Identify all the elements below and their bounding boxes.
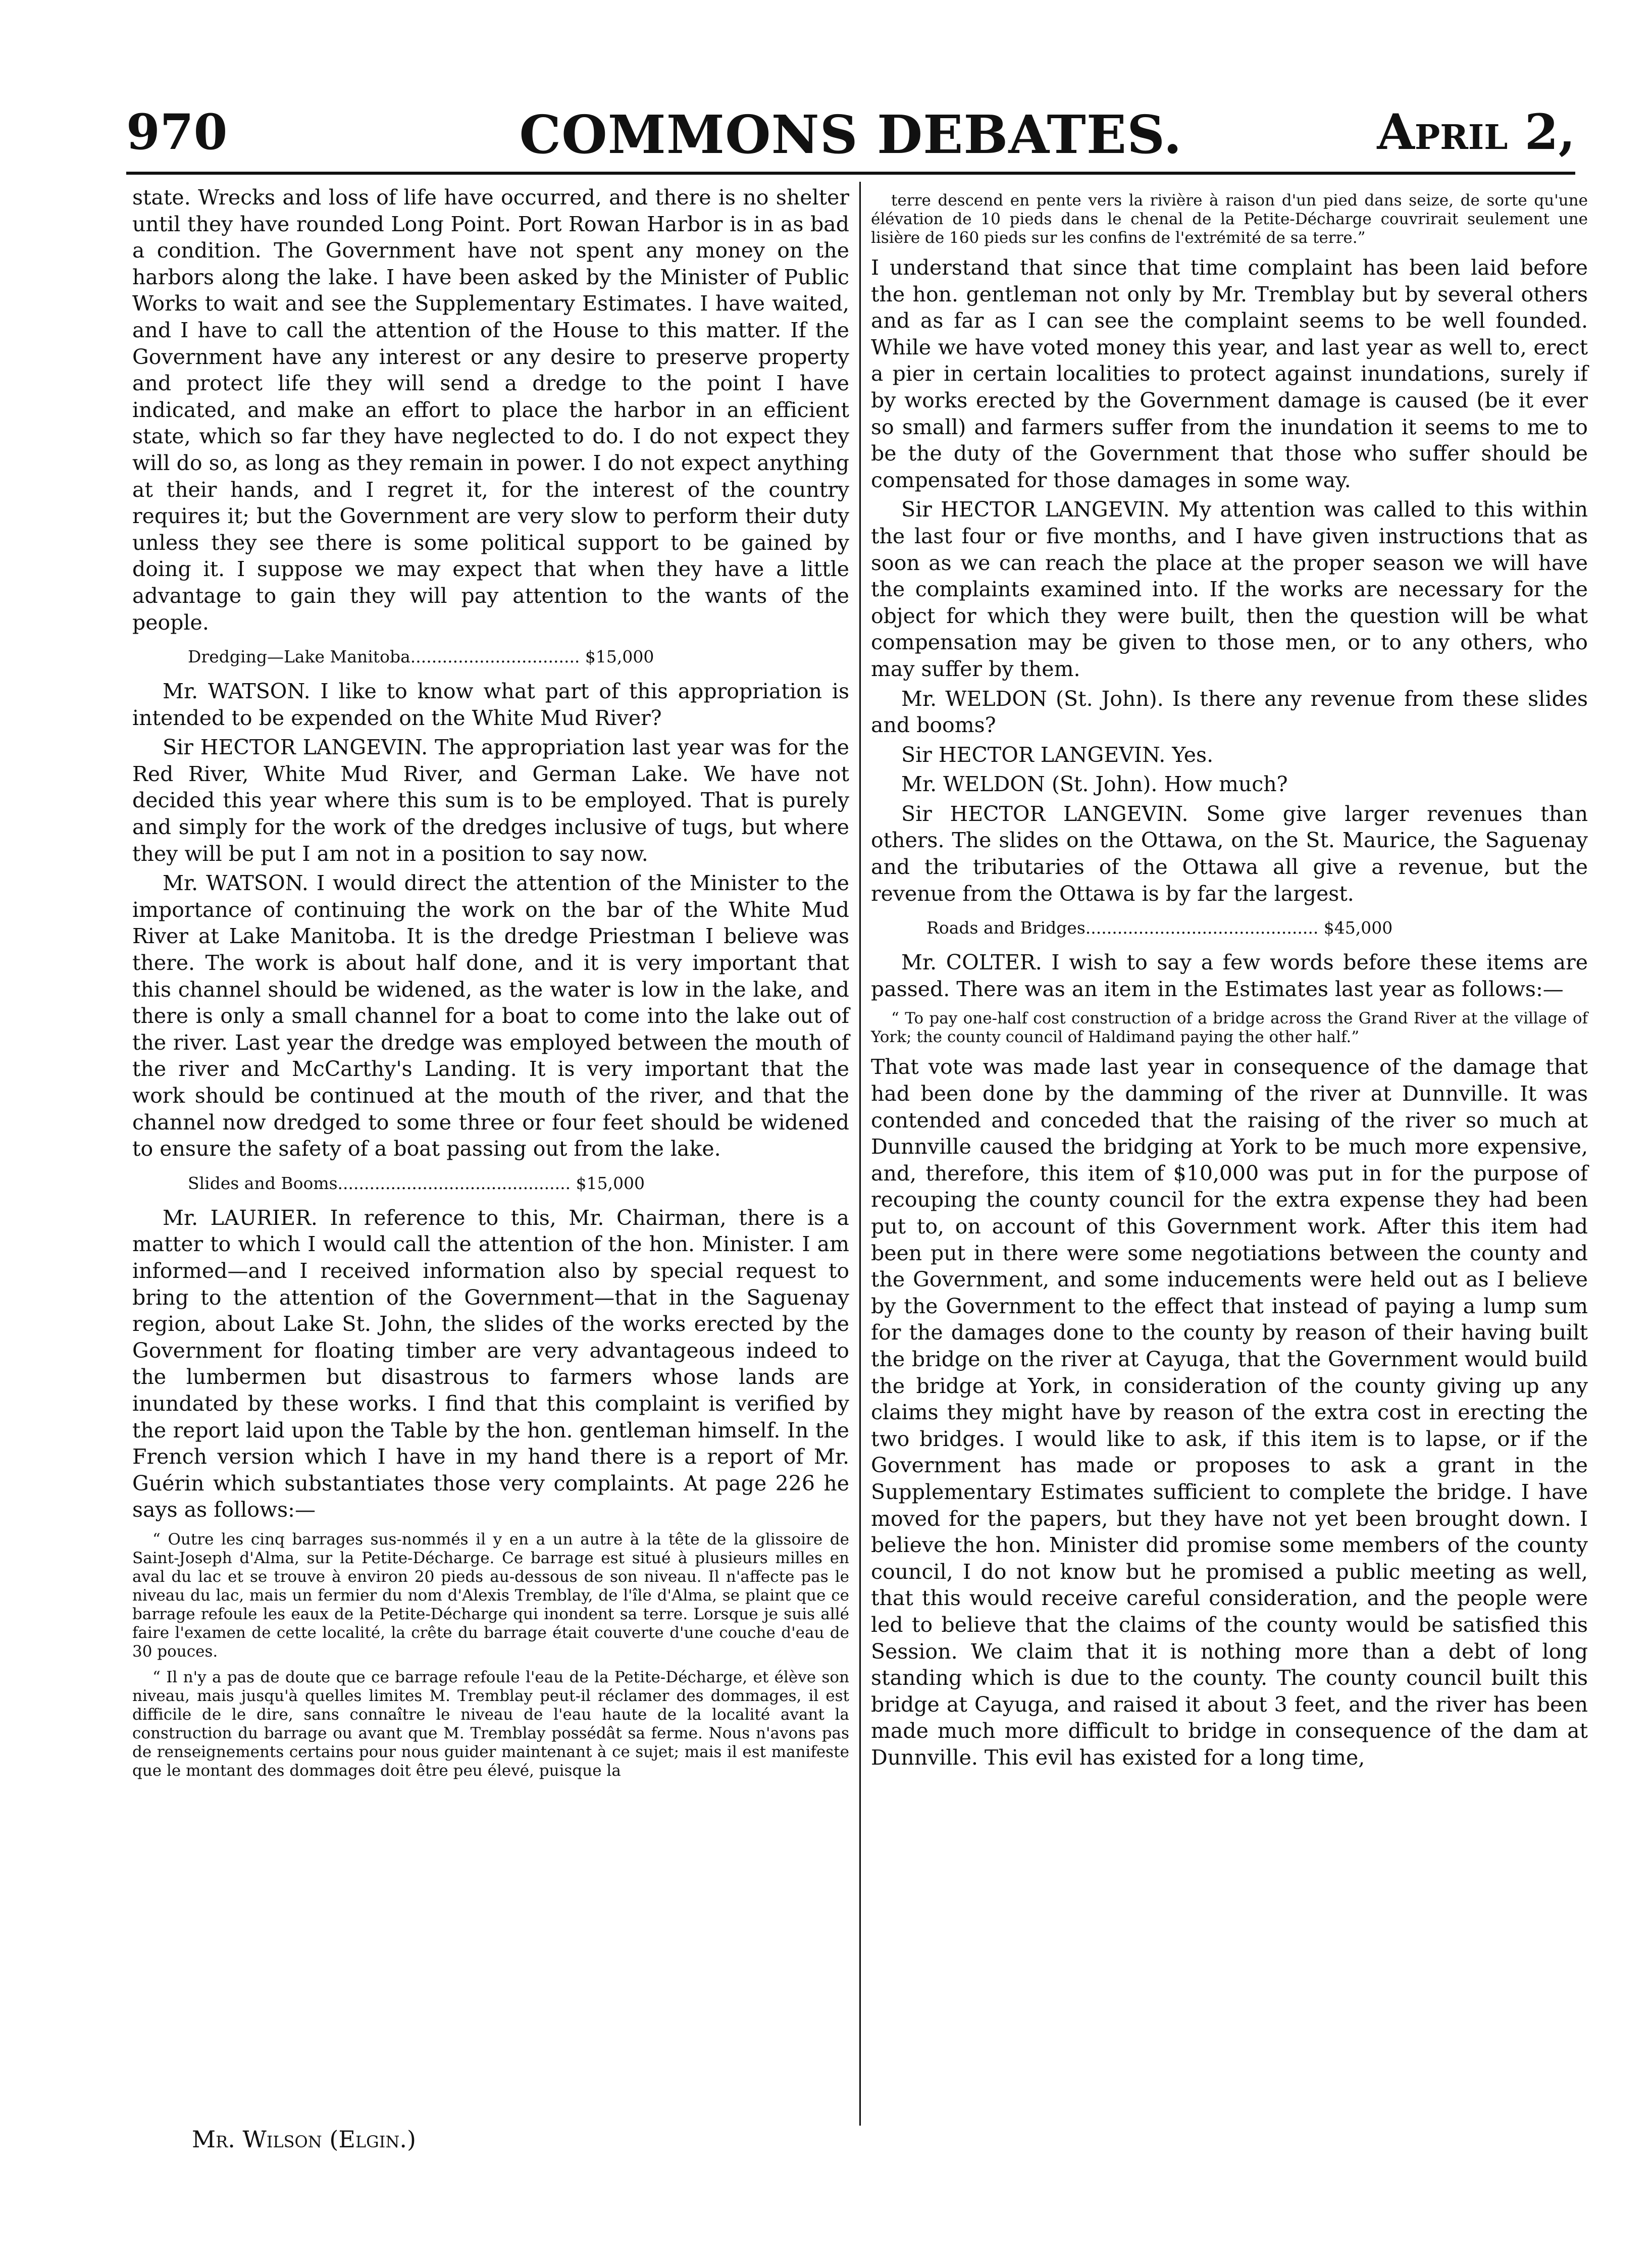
estimate-quotation: “ To pay one-half cost construction of a bridge across the Grand River at the village of York; the county council of Haldimand paying the other half.”: [871, 1009, 1588, 1047]
estimate-item: Roads and Bridges............................................ $45,000: [926, 918, 1393, 938]
paragraph: I understand that since that time complaint has been laid before the hon. gentleman not only by Mr. Tremblay but by several others and as far as I can see the complaint seems to be well founded. While we have voted money this year, and last year as well to, erect a pier in certain localities to protect against inundations, surely if by works erected by the Government damage is caused (be it ever so small) and farmers suffer from the inundation it seems to me to be the duty of the Government that those who suffer should be compensated for those damages in some way.: [871, 255, 1588, 492]
page-number: 970: [126, 104, 228, 161]
french-quotation: “ Outre les cinq barrages sus-nommés il y en a un autre à la tête de la glissoire de Saint-Joseph d'Alma, sur la Petite-Décharge. Ce barrage est situé à plusieurs milles en aval du lac et se trouve à environ 20 pieds au-dessous de son niveau. Il n'affecte pas le niveau du lac, mais un fermier du nom d'Alexis Tremblay, de l'île d'Alma, se plaint que ce barrage refoule les eaux de la Petite-Décharge qui inondent sa terre. Lorsque je suis allé faire l'examen de cette localité, la crête du barrage était couverte d'une couche d'eau de 30 pouces.: [132, 1530, 849, 1661]
page-date: April 2,: [1377, 104, 1575, 161]
header-rule: [126, 172, 1575, 175]
footer-speaker: Mr. Wilson (Elgin.): [192, 2126, 416, 2153]
right-column: [871, 184, 1588, 1774]
speech-paragraph: Sir HECTOR LANGEVIN. The appropriation last year was for the Red River, White Mud River, and German Lake. We have not decided this year where this sum is to be employed. That is purely and simply for the work of the dredges inclusive of tugs, but where they will be put I am not in a position to say now.: [132, 735, 849, 866]
left-column: [132, 184, 849, 1787]
speech-paragraph: Mr. WATSON. I like to know what part of this appropriation is intended to be expended on the White Mud River?: [132, 679, 849, 730]
paragraph: state. Wrecks and loss of life have occurred, and there is no shelter until they have rounded Long Point. Port Rowan Harbor is in as bad a condition. The Government have not spent any money on the harbors along the lake. I have been asked by the Minister of Public Works to wait and see the Supplementary Estimates. I have waited, and I have to call the attention of the House to this matter. If the Government have any interest or any desire to preserve property and protect life they will send a dredge to the point I have indicated, and make an effort to place the harbor in an efficient state, which so far they have neglected to do. I do not expect they will do so, as long as they remain in power. I do not expect anything at their hands, and I regret it, for the interest of the country requires it; but the Government are very slow to perform their duty unless they see there is some political support to be gained by doing it. I suppose we may expect that when they have a little advantage to gain they will pay attention to the wants of the people.: [132, 185, 849, 635]
french-quotation-continued: terre descend en pente vers la rivière à raison d'un pied dans seize, de sorte qu'une élévation de 10 pieds dans le chenal de la Petite-Décharge couvrirait seulement une lisière de 160 pieds sur les confins de l'extrémité de sa terre.”: [871, 191, 1588, 247]
column-divider: [859, 182, 861, 2126]
french-quotation: “ Il n'y a pas de doute que ce barrage refoule l'eau de la Petite-Décharge, et élève son niveau, mais jusqu'à quelles limites M. Tremblay peut-il réclamer des dommages, il est difficile de le dire, sans connaître le niveau de l'eau haute de la localité avant la construction du barrage ou avant que M. Tremblay possédât sa ferme. Nous n'avons pas de renseignements certains pour nous guider maintenant à ce sujet; mais il est manifeste que le montant des dommages doit être peu élevé, puisque la: [132, 1668, 849, 1780]
speech-paragraph: Sir HECTOR LANGEVIN. Some give larger revenues than others. The slides on the Ottawa, on the St. Maurice, the Saguenay and the tributaries of the Ottawa all give a revenue, but the revenue from the Ottawa is by far the largest.: [871, 801, 1588, 906]
speech-paragraph: Sir HECTOR LANGEVIN. My attention was called to this within the last four or five months, and I have given instructions that as soon as we can reach the place at the proper season we will have the complaints examined into. If the works are necessary for the object for which they were built, then the question will be what compensation may be given to those men, or to any others, who may suffer by them.: [871, 497, 1588, 681]
estimate-item: Slides and Booms............................................ $15,000: [188, 1173, 645, 1193]
page-header: [126, 104, 1575, 164]
speech-paragraph: Mr. WELDON (St. John). Is there any revenue from these slides and booms?: [871, 686, 1588, 738]
speech-paragraph: Sir HECTOR LANGEVIN. Yes.: [901, 742, 1214, 767]
paragraph: That vote was made last year in consequence of the damage that had been done by the damming of the river at Dunnville. It was contended and conceded that the raising of the river so much at Dunnville caused the bridging at York to be much more expensive, and, therefore, this item of $10,000 was put in for the purpose of recouping the county council for the extra expense they had been put to, on account of this Government work. After this item had been put in there were some negotiations between the county and the Government, and some inducements were held out as I believe by the Government to the effect that instead of paying a lump sum for the damages done to the county by reason of their having built the bridge on the river at Cayuga, that the Government would build the bridge at York, in consideration of the county giving up any claims they might have by reason of the extra cost in erecting the two bridges. I would like to ask, if this item is to lapse, or if the Government has made or proposes to ask a grant in the Supplementary Estimates sufficient to complete the bridge. I have moved for the papers, but they have not yet been brought down. I believe the hon. Minister did promise some members of the county council, I do not know but he promised a public meeting as well, that this would receive careful consideration, and the people were led to believe that the claims of the county would be satisfied this Session. We claim that it is nothing more than a debt of long standing which is due to the county. The county council built this bridge at Cayuga, and raised it about 3 feet, and the river has been made much more difficult to bridge in consequence of the dam at Dunnville. This evil has existed for a long time,: [871, 1055, 1588, 1770]
speech-paragraph: Mr. WELDON (St. John). How much?: [901, 772, 1288, 797]
speech-paragraph: Mr. LAURIER. In reference to this, Mr. Chairman, there is a matter to which I would call the attention of the hon. Minister. I am informed—and I received information also by special request to bring to the attention of the Government—that in the Saguenay region, about Lake St. John, the slides of the works erected by the Government for floating timber are very advantageous indeed to the lumbermen but disastrous to farmers whose lands are inundated by these works. I find that this complaint is verified by the report laid upon the Table by the hon. gentleman himself. In the French version which I have in my hand there is a report of Mr. Guérin which substantiates those very complaints. At page 226 he says as follows:—: [132, 1205, 849, 1522]
speech-paragraph: Mr. COLTER. I wish to say a few words before these items are passed. There was an item in the Estimates last year as follows:—: [871, 950, 1588, 1001]
speech-paragraph: Mr. WATSON. I would direct the attention of the Minister to the importance of continuing the work on the bar of the White Mud River at Lake Manitoba. It is the dredge Priestman I believe was there. The work is about half done, and it is very important that this channel should be widened, as the water is low in the lake, and there is only a small channel for a boat to come into the lake out of the river. Last year the dredge was employed between the mouth of the river and McCarthy's Landing. It is very important that the work should be continued at the mouth of the river, and that the channel now dredged to some three or four feet should be widened to ensure the safety of a boat passing out from the lake.: [132, 871, 849, 1161]
page-title: COMMONS DEBATES.: [519, 104, 1182, 166]
estimate-item: Dredging—Lake Manitoba................................ $15,000: [188, 647, 654, 667]
